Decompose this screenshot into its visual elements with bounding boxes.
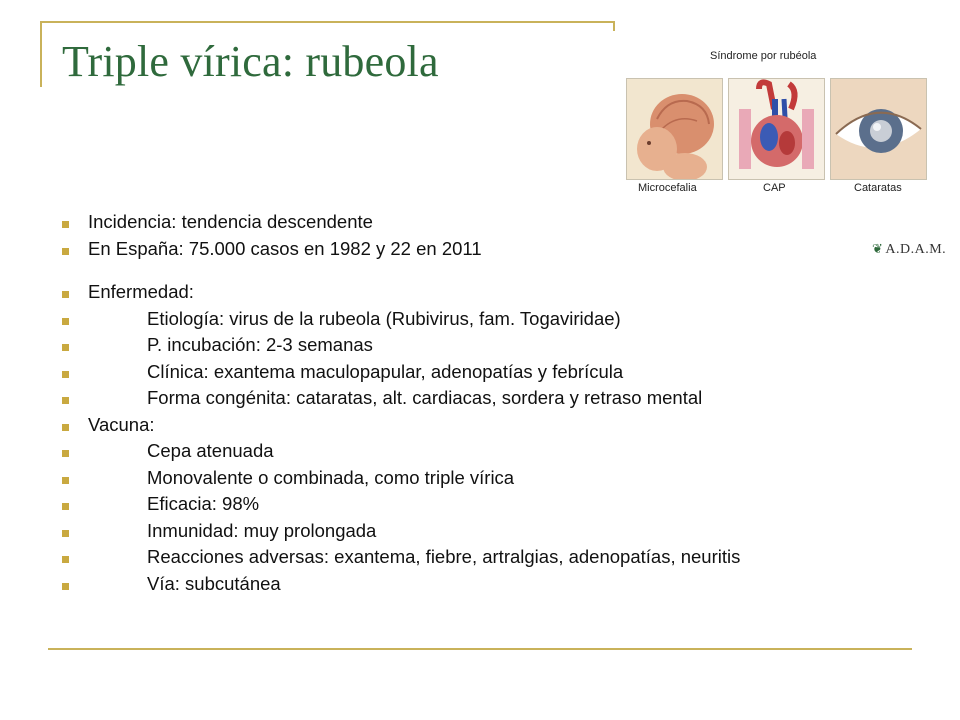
bullet-square-icon [62,221,69,228]
heart-image [729,79,824,179]
bullet-square-icon [62,556,69,563]
eye-image [831,79,926,179]
title-frame-top [40,21,615,23]
bullet-square-icon [62,477,69,484]
adam-credit-text: A.D.A.M. [885,242,947,257]
figure-caption: Síndrome por rubéola [710,50,817,62]
title-frame-left [40,21,42,87]
heart-illustration [728,78,825,180]
bullet-square-icon [62,344,69,351]
adam-credit [872,241,946,258]
bullet-square-icon [62,450,69,457]
bullet-square-icon [62,503,69,510]
bullet-square-icon [62,530,69,537]
bullet-square-icon [62,248,69,255]
panel-label-microcefalia: Microcefalia [638,182,697,194]
leaf-icon: ❦ [872,241,884,256]
cataract-eye-illustration [830,78,927,180]
bullet-square-icon [62,583,69,590]
bullet-square-icon [62,397,69,404]
bottom-rule [48,648,912,650]
bullet-square-icon [62,424,69,431]
bullet-square-icon [62,371,69,378]
panel-label-cataratas: Cataratas [854,182,902,194]
rubella-syndrome-figure [620,44,935,204]
microcephaly-illustration [626,78,723,180]
slide-title: Triple vírica: rubeola [62,37,439,86]
bullet-square-icon [62,318,69,325]
panel-label-cap: CAP [763,182,786,194]
infant-head-image [627,79,722,179]
bullet-square-icon [62,291,69,298]
title-frame-right [613,21,615,31]
